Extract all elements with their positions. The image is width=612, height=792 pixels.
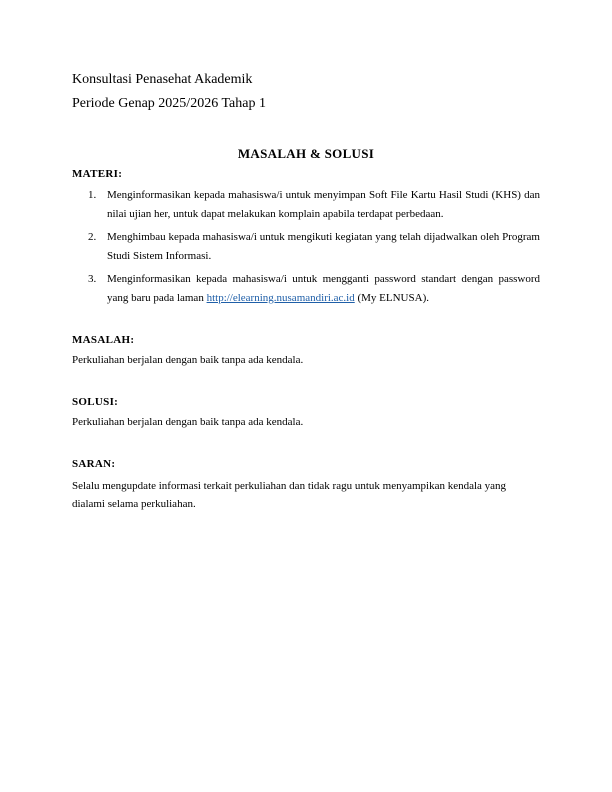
masalah-heading: MASALAH: xyxy=(72,334,135,346)
list-item-text-suffix: (My ELNUSA). xyxy=(354,291,429,304)
list-item xyxy=(72,186,540,223)
solusi-text: Perkuliahan berjalan dengan baik tanpa ada kendala. xyxy=(72,416,304,428)
document-title: MASALAH & SOLUSI xyxy=(237,146,375,161)
saran-text: Selalu mengupdate informasi terkait perkuliahan dan tidak ragu untuk menyampikan kendala yang dialami selama perkuliahan. xyxy=(72,480,507,510)
list-item-number: 2. xyxy=(88,231,97,243)
solusi-heading: SOLUSI: xyxy=(72,396,119,408)
list-item-number: 3. xyxy=(88,273,97,285)
list-item xyxy=(72,228,540,265)
saran-heading: SARAN: xyxy=(72,458,116,470)
elearning-link[interactable]: http://elearning.nusamandiri.ac.id xyxy=(206,291,355,304)
list-item-text: Menginformasikan kepada mahasiswa/i untuk mengganti password standart dengan password yang baru pada laman xyxy=(107,273,540,304)
header-line-2: Periode Genap 2025/2026 Tahap 1 xyxy=(72,96,266,111)
list-item-text: Menginformasikan kepada mahasiswa/i untuk menyimpan Soft File Kartu Hasil Studi (KHS) dan nilai ujian her, untuk dapat melakukan komplain apabila terdapat perbedaan. xyxy=(107,189,540,220)
list-item-number: 1. xyxy=(88,189,97,201)
header-line-1: Konsultasi Penasehat Akademik xyxy=(72,72,253,87)
masalah-text: Perkuliahan berjalan dengan baik tanpa ada kendala. xyxy=(72,354,304,366)
materi-list xyxy=(72,186,540,312)
list-item-text: Menghimbau kepada mahasiswa/i untuk mengikuti kegiatan yang telah dijadwalkan oleh Program Studi Sistem Informasi. xyxy=(107,231,540,262)
materi-heading: MATERI: xyxy=(72,168,123,180)
list-item xyxy=(72,270,540,307)
